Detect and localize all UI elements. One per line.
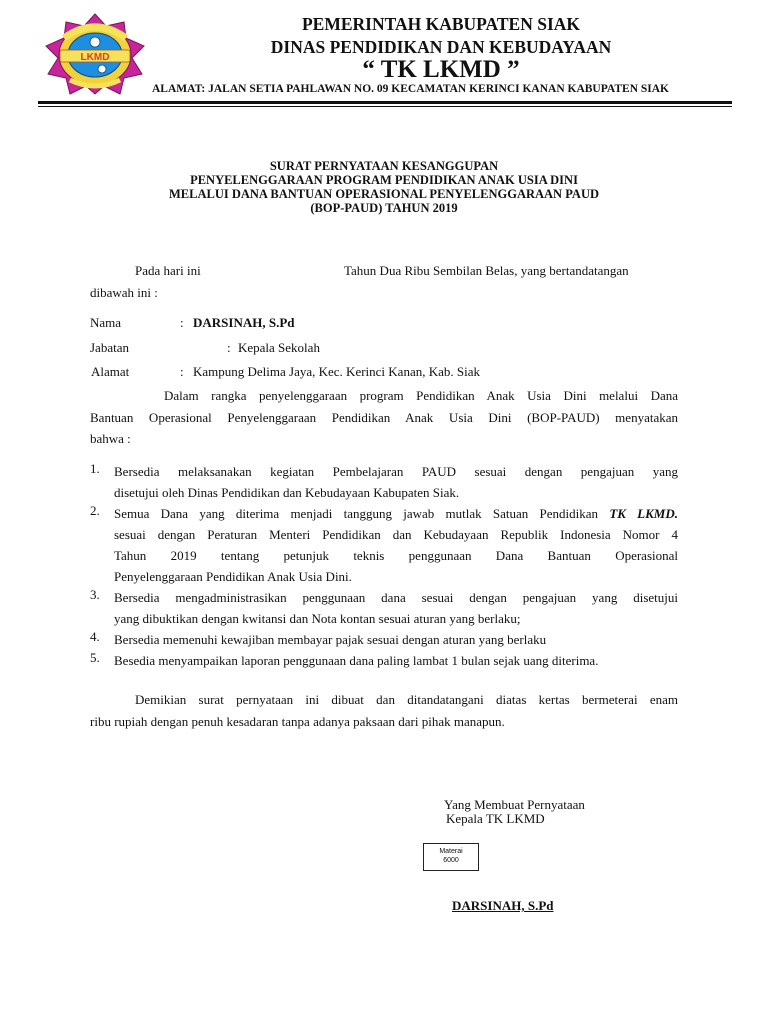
list-item-line: Bersedia mengadministrasikan penggunaan dana sesuai dengan pengajuan yang disetujui bbox=[114, 590, 678, 605]
field-jabatan-label: Jabatan bbox=[90, 340, 129, 355]
field-alamat-label: Alamat bbox=[91, 364, 130, 379]
intro-day: Pada hari ini bbox=[135, 263, 201, 278]
list-item-number: 4. bbox=[90, 629, 100, 644]
field-jabatan-value: Kepala Sekolah bbox=[238, 340, 320, 355]
doc-title-line4: (BOP-PAUD) TAHUN 2019 bbox=[310, 201, 458, 215]
intro-below: dibawah ini : bbox=[90, 285, 158, 300]
header-rule-thick bbox=[38, 101, 732, 104]
revenue-stamp-box bbox=[423, 843, 479, 871]
statement-line3: bahwa : bbox=[90, 431, 131, 446]
field-jabatan-sep: : bbox=[227, 340, 231, 355]
statement-line2: Bantuan Operasional Penyelenggaraan Pendidikan Anak Usia Dini (BOP-PAUD) menyatakan bbox=[90, 410, 678, 425]
list-item-number: 1. bbox=[90, 461, 100, 476]
header-rule-thin bbox=[38, 106, 732, 107]
intro-year: Tahun Dua Ribu Sembilan Belas, yang bertandatangan bbox=[344, 263, 629, 278]
list-item-number: 2. bbox=[90, 503, 100, 518]
signature-label: Yang Membuat Pernyataan bbox=[444, 797, 585, 812]
list-item-line: yang dibuktikan dengan kwitansi dan Nota kontan sesuai aturan yang berlaku; bbox=[114, 611, 521, 626]
signatory-name: DARSINAH, S.Pd bbox=[452, 898, 554, 913]
signature-position: Kepala TK LKMD bbox=[446, 811, 545, 826]
doc-title-line3: MELALUI DANA BANTUAN OPERASIONAL PENYELENGGARAAN PAUD bbox=[168, 187, 599, 201]
header-school-name: “ TK LKMD ” bbox=[362, 56, 520, 83]
school-name-emphasis: TK LKMD. bbox=[609, 506, 678, 521]
field-alamat-value: Kampung Delima Jaya, Kec. Kerinci Kanan, Kab. Siak bbox=[193, 364, 480, 379]
list-item-line: Semua Dana yang diterima menjadi tanggung jawab mutlak Satuan Pendidikan TK LKMD. bbox=[114, 506, 678, 521]
field-nama-label: Nama bbox=[90, 315, 122, 330]
list-item-line: Bersedia memenuhi kewajiban membayar pajak sesuai dengan aturan yang berlaku bbox=[114, 632, 547, 647]
list-item-line: Penyelenggaraan Pendidikan Anak Usia Dini. bbox=[114, 569, 352, 584]
header-department: DINAS PENDIDIKAN DAN KEBUDAYAAN bbox=[270, 37, 612, 57]
list-item-line: Tahun 2019 tentang petunjuk teknis penggunaan Dana Bantuan Operasional bbox=[114, 548, 678, 563]
stamp-label: Materai bbox=[439, 848, 463, 855]
field-nama-sep: : bbox=[180, 315, 184, 330]
stamp-value: 6000 bbox=[443, 857, 459, 864]
list-item-line: Besedia menyampaikan laporan penggunaan dana paling lambat 1 bulan sejak uang diterima. bbox=[114, 653, 599, 668]
list-item-number: 3. bbox=[90, 587, 100, 602]
list-item-line: Bersedia melaksanakan kegiatan Pembelajaran PAUD sesuai dengan pengajuan yang bbox=[114, 464, 678, 479]
doc-title-line1: SURAT PERNYATAAN KESANGGUPAN bbox=[269, 159, 499, 173]
field-nama-value: DARSINAH, S.Pd bbox=[193, 315, 295, 330]
doc-title-line2: PENYELENGGARAAN PROGRAM PENDIDIKAN ANAK USIA DINI bbox=[190, 173, 578, 187]
list-item-line: sesuai dengan Peraturan Menteri Pendidikan dan Kebudayaan Republik Indonesia Nomor 4 bbox=[114, 527, 678, 542]
closing-line2: ribu rupiah dengan penuh kesadaran tanpa adanya paksaan dari pihak manapun. bbox=[90, 714, 505, 729]
closing-line1: Demikian surat pernyataan ini dibuat dan ditandatangani diatas kertas bermeterai enam bbox=[135, 692, 678, 707]
list-item-number: 5. bbox=[90, 650, 100, 665]
header-government: PEMERINTAH KABUPATEN SIAK bbox=[301, 14, 581, 34]
logo-center-text: LKMD bbox=[80, 52, 110, 63]
field-alamat-sep: : bbox=[180, 364, 184, 379]
list-item-line: disetujui oleh Dinas Pendidikan dan Kebudayaan Kabupaten Siak. bbox=[114, 485, 460, 500]
header-address: ALAMAT: JALAN SETIA PAHLAWAN NO. 09 KECAMATAN KERINCI KANAN KABUPATEN SIAK bbox=[152, 83, 670, 95]
statement-line1: Dalam rangka penyelenggaraan program Pendidikan Anak Usia Dini melalui Dana bbox=[164, 388, 678, 403]
school-logo bbox=[42, 12, 148, 96]
